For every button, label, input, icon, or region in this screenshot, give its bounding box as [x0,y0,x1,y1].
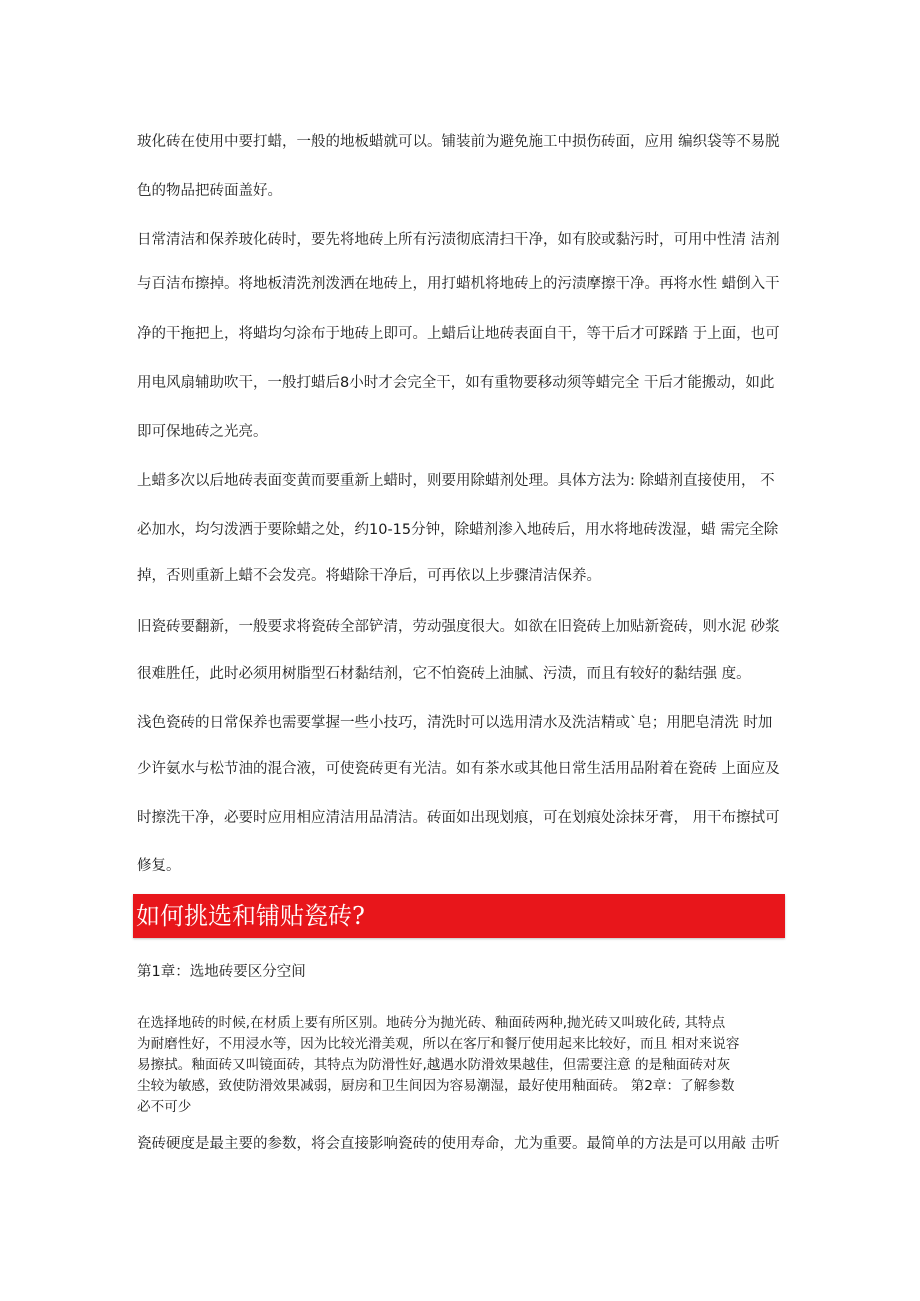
chapter-1-heading: 第1章：选地砖要区分空间 [137,964,306,980]
daily-line-2: 与百洁布擦掉。将地板清洗剂泼洒在地砖上，用打蜡机将地砖上的污渍摩擦干净。再将水性 蜡倒入干 [137,276,780,292]
material-line-3: 易擦拭。釉面砖又叫镜面砖，其特点为防滑性好,越遇水防滑效果越佳，但需要注意 的是釉面砖对灰 [137,1057,731,1073]
material-line-5: 必不可少 [137,1099,192,1115]
light-line-4: 修复。 [137,858,181,874]
daily-line-3: 净的干拖把上，将蜡均匀涂布于地砖上即可。上蜡后让地砖表面自干，等干后才可踩踏 于上面，也可 [137,326,780,342]
light-line-3: 时擦洗干净，必要时应用相应清洁用品清洁。砖面如出现划痕，可在划痕处涂抹牙膏， 用干布擦拭可 [137,810,780,826]
light-line-2: 少许氨水与松节油的混合液，可使瓷砖更有光洁。如有茶水或其他日常生活用品附着在瓷砖 上面应及 [137,761,780,777]
banner-title: 如何挑选和铺贴瓷砖? [136,902,365,930]
material-line-4: 尘较为敏感，致使防滑效果减弱，厨房和卫生间因为容易潮湿，最好使用釉面砖。 第2章：了解参数 [137,1078,735,1094]
wax-line-1: 上蜡多次以后地砖表面变黄而要重新上蜡时，则要用除蜡剂处理。具体方法为: 除蜡剂直接使用， 不 [137,473,775,489]
intro-line-1: 玻化砖在使用中要打蜡，一般的地板蜡就可以。铺装前为避免施工中损伤砖面，应用 编织袋等不易脱 [137,134,780,150]
material-line-2: 为耐磨性好，不用浸水等，因为比较光滑美观，所以在客厅和餐厅使用起来比较好，而且 相对来说容 [137,1036,740,1052]
daily-line-4: 用电风扇辅助吹干，一般打蜡后8小时才会完全干，如有重物要移动须等蜡完全 干后才能搬动，如此 [137,375,775,391]
renovate-line-1: 旧瓷砖要翻新，一般要求将瓷砖全部铲清，劳动强度很大。如欲在旧瓷砖上加贴新瓷砖，则水泥 砂浆 [137,619,780,635]
hardness-line-1: 瓷砖硬度是最主要的参数，将会直接影响瓷砖的使用寿命，尤为重要。最简单的方法是可以用敲 击听 [137,1136,780,1152]
material-line-1: 在选择地砖的时候,在材质上要有所区别。地砖分为抛光砖、釉面砖两种,抛光砖又叫玻化砖, 其特点 [137,1015,726,1031]
light-line-1: 浅色瓷砖的日常保养也需要掌握一些小技巧，清洗时可以选用清水及洗洁精或`皂；用肥皂清洗 时加 [137,715,773,731]
daily-line-1: 日常清洁和保养玻化砖时，要先将地砖上所有污渍彻底清扫干净，如有胶或黏污时，可用中性清 洁剂 [137,232,780,248]
renovate-line-2: 很难胜任，此时必须用树脂型石材黏结剂，它不怕瓷砖上油腻、污渍，而且有较好的黏结强 度。 [137,666,751,682]
daily-line-5: 即可保地砖之光亮。 [137,424,268,440]
section-banner [133,894,785,938]
wax-line-3: 掉，否则重新上蜡不会发亮。将蜡除干净后，可再依以上步骤清洁保养。 [137,568,601,584]
intro-line-2: 色的物品把砖面盖好。 [137,183,282,199]
wax-line-2: 必加水，均匀泼洒于要除蜡之处，约10-15分钟，除蜡剂渗入地砖后，用水将地砖泼湿，蜡 需完全除 [137,522,779,538]
